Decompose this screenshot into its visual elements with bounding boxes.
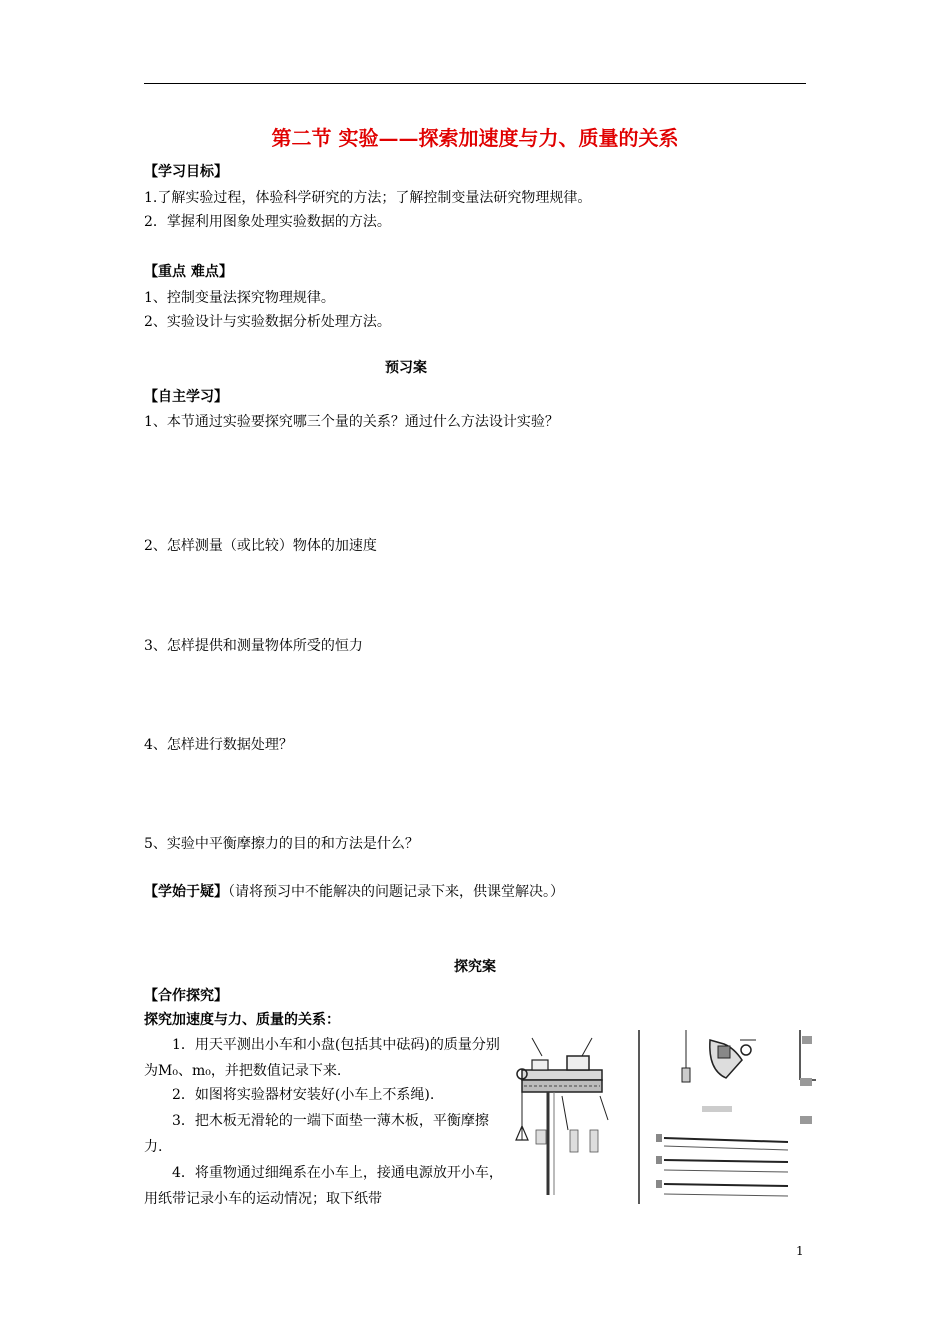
objectives-heading: 【学习目标】 [144,164,228,180]
coop-heading: 【合作探究】 [144,988,228,1004]
page-number: 1 [796,1244,804,1258]
step-4: 4．将重物通过细绳系在小车上，接通电源放开小车，用纸带记录小车的运动情况；取下纸带 [144,1165,503,1207]
document-title: 第二节 实验——探索加速度与力、质量的关系 [271,126,679,150]
header-rule [144,83,806,84]
question-1: 1、本节通过实验要探究哪三个量的关系？通过什么方法设计实验？ [144,414,559,430]
key-point-item: 1、控制变量法探究物理规律。 [144,290,335,306]
objective-item: 1.了解实验过程，体验科学研究的方法；了解控制变量法研究物理规律。 [144,190,592,206]
step-3: 3．把木板无滑轮的一端下面垫一薄木板，平衡摩擦力. [144,1113,489,1155]
question-4: 4、怎样进行数据处理？ [144,737,293,753]
key-point-item: 2、实验设计与实验数据分析处理方法。 [144,314,391,330]
self-study-heading: 【自主学习】 [144,389,228,405]
step-2: 2．如图将实验器材安装好(小车上不系绳). [172,1087,435,1103]
inquiry-subtitle: 探究加速度与力、质量的关系： [144,1012,340,1028]
preview-heading: 预习案 [385,360,427,376]
doubt-text: （请将预习中不能解决的问题记录下来，供课堂解决。） [228,884,564,900]
tape-figure [638,1030,790,1204]
inquiry-heading: 探究案 [454,959,496,975]
step-1: 1．用天平测出小车和小盘(包括其中砝码)的质量分别为M₀、m₀，并把数值记录下来. [144,1037,500,1079]
apparatus-figure [512,1030,624,1202]
doubt-heading: 【学始于疑】 [144,884,228,900]
question-2: 2、怎样测量（或比较）物体的加速度 [144,538,377,554]
question-5: 5、实验中平衡摩擦力的目的和方法是什么？ [144,836,419,852]
objective-item: 2．掌握利用图象处理实验数据的方法。 [144,214,391,230]
key-points-heading: 【重点 难点】 [144,264,233,280]
question-3: 3、怎样提供和测量物体所受的恒力 [144,638,363,654]
cropped-table-figure [792,1030,816,1140]
doubt-line [144,882,564,902]
